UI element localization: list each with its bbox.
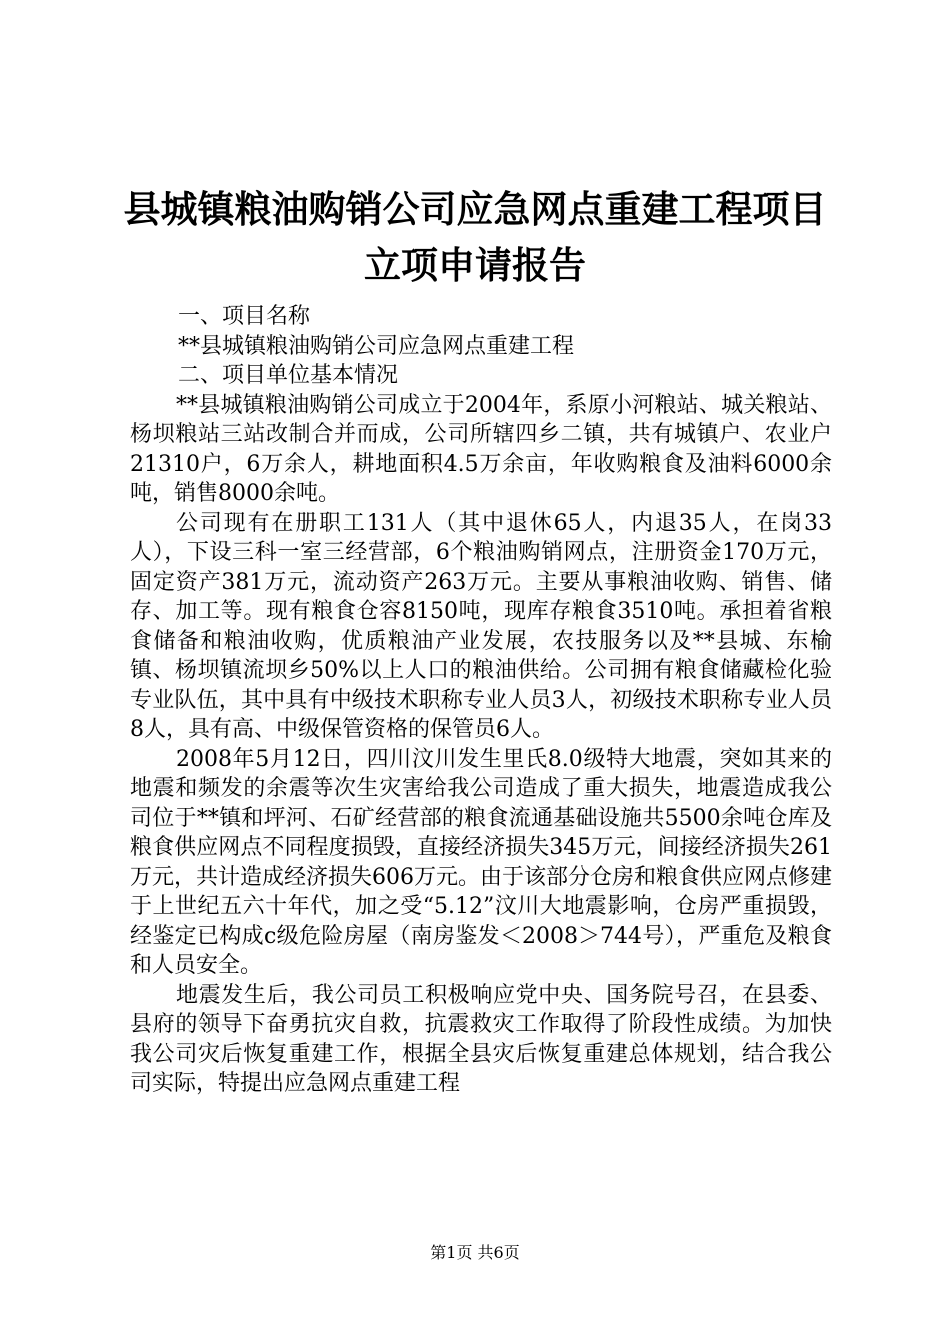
paragraph-staff-assets: 公司现有在册职工131人（其中退休65人，内退35人，在岗33人），下设三科一室三经营部，6个粮油购销网点，注册资金170万元，固定资产381万元，流动资产263万元。主要从事粮油收购、销售、储存、加工等。现有粮食仓容8150吨，现库存粮食3510吨。承担着省粮食储备和粮油收购，优质粮油产业发展，农技服务以及**县城、东榆镇、杨坝镇流坝乡50%以上人口的粮油供给。公司拥有粮食储藏检化验专业队伍，其中具有中级技术职称专业人员3人，初级技术职称专业人员8人，具有高、中级保管资格的保管员6人。 [130,510,832,742]
document-body [130,302,832,1099]
page-footer: 第1页 共6页 [430,1243,520,1262]
paragraph-reconstruction: 地震发生后，我公司员工积极响应党中央、国务院号召，在县委、县府的领导下奋勇抗灾自救，抗震救灾工作取得了阶段性成绩。为加快我公司灾后恢复重建工作，根据全县灾后恢复重建总体规划，结合我公司实际，特提出应急网点重建工程 [130,982,832,1096]
paragraph-company-overview: **县城镇粮油购销公司成立于2004年，系原小河粮站、城关粮站、杨坝粮站三站改制合并而成，公司所辖四乡二镇，共有城镇户、农业户21310户，6万余人，耕地面积4.5万余亩，年收购粮食及油料6000余吨，销售8000余吨。 [130,392,832,506]
section-heading-unit-info: 二、项目单位基本情况 [178,363,399,388]
paragraph-earthquake-damage: 2008年5月12日，四川汶川发生里氏8.0级特大地震，突如其来的地震和频发的余震等次生灾害给我公司造成了重大损失，地震造成我公司位于**镇和坪河、石矿经营部的粮食流通基础设施共5500余吨仓库及粮食供应网点不同程度损毁，直接经济损失345万元，间接经济损失261万元，共计造成经济损失606万元。由于该部分仓房和粮食供应网点修建于上世纪五六十年代，加之受“5.12”汶川大地震影响，仓房严重损毁，经鉴定已构成c级危险房屋（南房鉴发＜2008＞744号），严重危及粮食和人员安全。 [130,746,832,978]
section-heading-project-name: 一、项目名称 [178,304,311,329]
project-name-text: **县城镇粮油购销公司应急网点重建工程 [178,333,575,359]
document-title: 县城镇粮油购销公司应急网点重建工程项目立项申请报告 [123,188,827,287]
